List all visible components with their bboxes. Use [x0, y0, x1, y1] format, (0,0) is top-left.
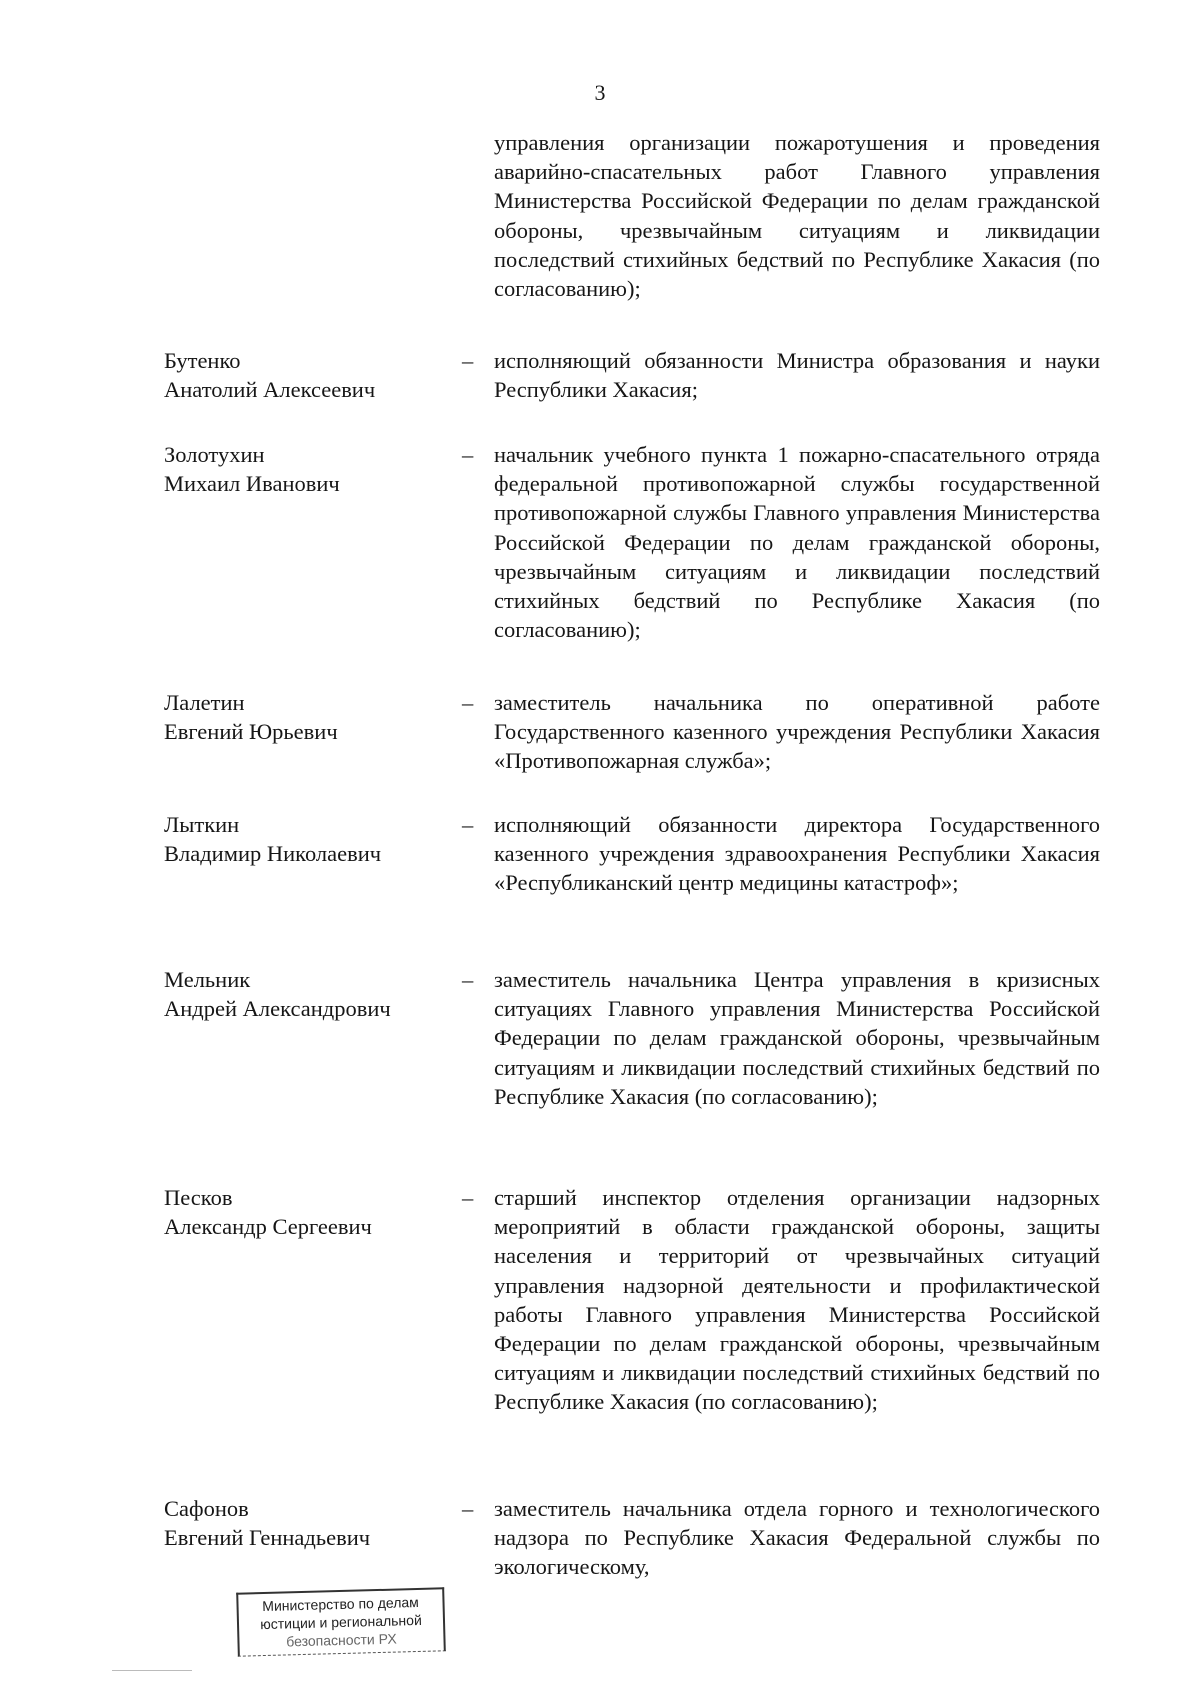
stamp-line: безопасности РХ [286, 1630, 397, 1650]
page-number: 3 [594, 80, 606, 105]
member-position: исполняющий обязанности Министра образования и науки Республики Хакасия; [494, 348, 1100, 403]
stamp-line: Министерство по делам [262, 1593, 419, 1615]
member-position: начальник учебного пункта 1 пожарно-спасательного отряда федеральной противопожарной службы государственной противопожарной службы Главного управления Министерства Российской Федерации по делам гражданской обороны, чрезвычайным ситуациям и ликвидации последствий стихийных бедствий по Республике Хакасия (по согласованию); [494, 442, 1100, 643]
intro-continuation-text: управления организации пожаротушения и проведения аварийно-спасательных работ Главного управления Министерства Российской Федерации по делам гражданской обороны, чрезвычайным ситуациям и ликвидации последствий стихийных бедствий по Республике Хакасия (по согласованию); [494, 130, 1100, 302]
member-given-names: Анатолий Алексеевич [164, 377, 376, 403]
member-name [164, 440, 454, 498]
member-surname: Бутенко [164, 348, 241, 373]
dash-separator: – [462, 690, 474, 715]
member-name [164, 965, 454, 1023]
dash-separator: – [462, 348, 474, 373]
member-given-names: Александр Сергеевич [164, 1214, 372, 1240]
dash-separator: – [462, 1185, 474, 1210]
member-name [164, 688, 454, 746]
margin-scan-mark [112, 1670, 192, 1671]
member-given-names: Владимир Николаевич [164, 841, 382, 867]
member-position: заместитель начальника Центра управления в кризисных ситуациях Главного управления Министерства Российской Федерации по делам гражданской обороны, чрезвычайным ситуациям и ликвидации последствий стихийных бедствий по Республике Хакасия (по согласованию); [494, 967, 1100, 1109]
member-surname: Песков [164, 1185, 233, 1210]
member-surname: Золотухин [164, 442, 265, 467]
member-surname: Сафонов [164, 1496, 249, 1521]
member-surname: Лалетин [164, 690, 245, 715]
registration-stamp [236, 1587, 446, 1656]
member-name [164, 1494, 454, 1552]
dash-separator: – [462, 1496, 474, 1521]
member-position: заместитель начальника по оперативной работе Государственного казенного учреждения Республики Хакасия «Противопожарная служба»; [494, 690, 1100, 774]
member-given-names: Евгений Юрьевич [164, 719, 338, 745]
member-given-names: Евгений Геннадьевич [164, 1525, 371, 1551]
member-position: старший инспектор отделения организации надзорных мероприятий в области гражданской обороны, защиты населения и территорий от чрезвычайных ситуаций управления надзорной деятельности и профилактической работы Главного управления Министерства Российской Федерации по делам гражданской обороны, чрезвычайным ситуациям и ликвидации последствий стихийных бедствий по Республике Хакасия (по согласованию); [494, 1185, 1100, 1415]
dash-separator: – [462, 812, 474, 837]
dash-separator: – [462, 967, 474, 992]
member-surname: Мельник [164, 967, 251, 992]
member-given-names: Андрей Александрович [164, 996, 391, 1022]
member-name [164, 346, 454, 404]
stamp-line: юстиции и региональной [260, 1611, 422, 1633]
dash-separator: – [462, 442, 474, 467]
member-surname: Лыткин [164, 812, 240, 837]
member-position: заместитель начальника отдела горного и технологического надзора по Республике Хакасия Федеральной службы по экологическому, [494, 1496, 1100, 1580]
member-name [164, 810, 454, 868]
member-position: исполняющий обязанности директора Государственного казенного учреждения здравоохранения Республики Хакасия «Республиканский центр медицины катастроф»; [494, 812, 1100, 896]
member-given-names: Михаил Иванович [164, 471, 340, 497]
member-name [164, 1183, 454, 1241]
